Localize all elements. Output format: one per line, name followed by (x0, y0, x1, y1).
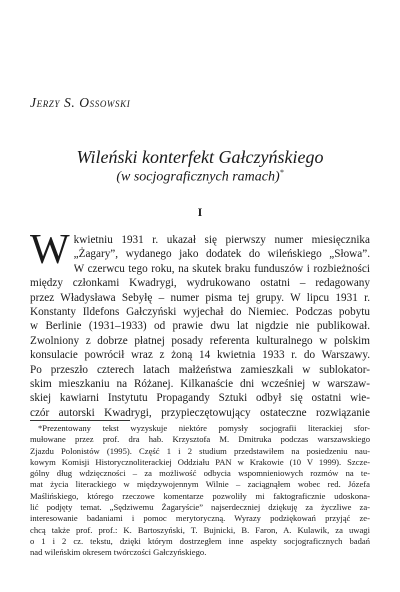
footnote-marker: * (279, 168, 284, 177)
footnote-line: Zjazdu Polonistów (1995). Część 1 i 2 studium przedstawiłem na posiedzeniu nau- (30, 445, 370, 456)
footnote-line: nad wileńskim okresem twórczości Gałczyńskiego. (30, 547, 207, 558)
footnote-line: gólny dług wdzięczności – za możliwość odbycia wspomnieniowych rozmów na te- (30, 468, 370, 479)
body-line: W czerwcu tego roku, na skutek braku funduszów i rozbieżności (73, 262, 370, 275)
body-line: skiej kawiarni Instytutu Propagandy Sztuki odbył się ostatni wie- (30, 392, 370, 405)
body-line: kwietniu 1931 r. ukazał się pierwszy numer miesięcznika (73, 234, 370, 246)
article-subtitle (0, 168, 400, 186)
footnote-line: interesowanie badaniami i pomoc merytoryczną. Wyrazy podziękowań przyjąć ze- (30, 513, 370, 524)
body-line: skim mieszkaniu na Różanej. Kilkanaście dni wcześniej w warszaw- (30, 377, 370, 390)
body-line: między członkami Kwadrygi, wydrukowano ostatni – redagowany (30, 277, 370, 290)
body-line: „Żagary”, wydanego jako dodatek do wileńskiego „Słowa”. (73, 248, 370, 261)
body-line: Po przeszło czterech latach małżeństwa zamieszkali w sublokator- (30, 363, 370, 376)
footnote-line: lić podjęty temat. „Sędziwemu Żagaryście” najserdeczniej dziękuję za życzliwe za- (30, 502, 370, 513)
body-line: Konstanty Ildefons Gałczyński wyjechał do Niemiec. Podczas pobytu (30, 305, 370, 318)
drop-cap: W (30, 227, 70, 273)
footnote-line: mułowane przez prof. dra hab. Krzysztofa M. Dmitruka podczas warszawskiego (30, 434, 370, 445)
section-number: I (197, 205, 203, 219)
body-line: czór autorski Kwadrygi, przypieczętowujący ostateczne rozwiązanie (30, 406, 370, 419)
body-paragraph (30, 227, 370, 420)
footnote-line: Maślińskiego, którego rzeczowe komentarze pozwoliły mi faktograficznie udoskona- (30, 490, 370, 501)
body-line: Zwolniony z dobrze płatnej posady referenta kulturalnego w polskim (30, 334, 370, 347)
footnote-line: kowym Komisji Historycznoliterackiej Oddziału PAN w Krakowie (10 V 1999). Szcze- (30, 456, 370, 467)
body-line: konsulacie powrócił wraz z żoną 14 kwietnia 1933 r. do Warszawy. (30, 349, 370, 362)
footnote-line: mat życia literackiego w międzywojennym Wilnie – zaciągnąłem wobec red. Józefa (30, 479, 370, 490)
body-line: w Berlinie (1931–1933) od prawie dwu lat nigdzie nie publikował. (30, 320, 370, 333)
footnote-line: *Prezentowany tekst wyzyskuje niektóre pomysły socjografii literackiej sfor- (38, 423, 370, 433)
footnote-line: o 1 i 2 cz. tekstu, dzięki którym dostrzegłem inne aspekty socjograficznych badań (30, 535, 370, 546)
footnote-separator (30, 420, 130, 421)
subtitle-text: (w socjograficznych ramach) (116, 169, 280, 185)
body-line: przez Władysława Sebyłę – numer pisma tej grupy. W lipcu 1931 r. (30, 291, 370, 304)
footnote-line: chcą także prof. prof.: K. Bartoszyński, T. Bujnicki, B. Faron, A. Kulawik, za uwagi (30, 524, 370, 535)
author-name: Jerzy S. Ossowski (30, 95, 131, 110)
footnote (30, 423, 370, 559)
article-title: Wileński konterfekt Gałczyńskiego (76, 147, 324, 167)
